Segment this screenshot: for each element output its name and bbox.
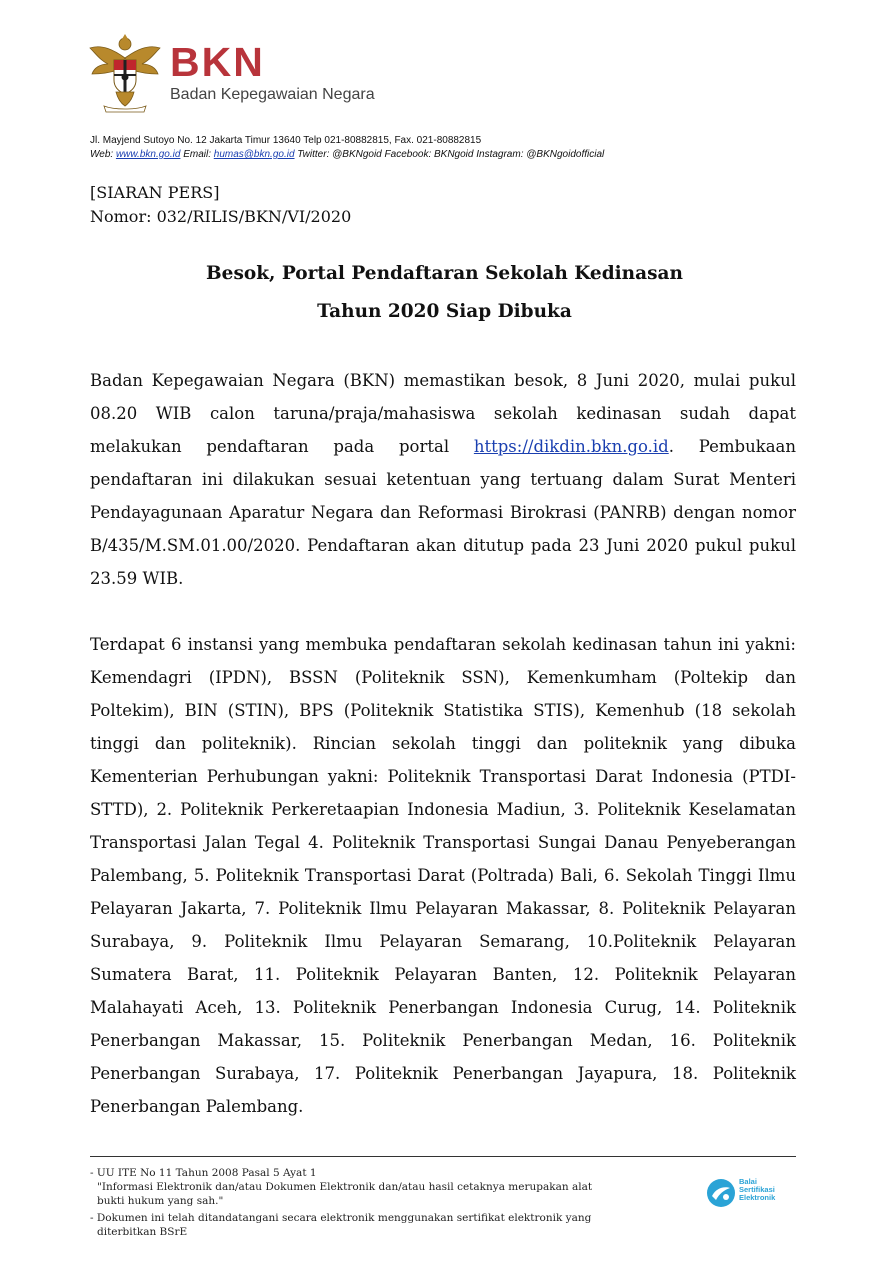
bsre-logo-icon [706,1178,736,1208]
footer-divider [90,1156,796,1157]
headline-line-2: Tahun 2020 Siap Dibuka [317,301,572,322]
registration-portal-link[interactable]: https://dikdin.bkn.go.id [473,437,669,456]
email-link[interactable]: humas@bkn.go.id [213,149,295,160]
footer-law-reference: - UU ITE No 11 Tahun 2008 Pasal 5 Ayat 1 [90,1167,317,1179]
headline-line-1: Besok, Portal Pendaftaran Sekolah Kedinasan [206,263,683,284]
bsre-label-line-3: Elektronik [739,1193,776,1202]
footer-signature-note: - Dokumen ini telah ditandatangani secara elektronik menggunakan sertifikat elektronik yang [90,1212,592,1224]
paragraph-1-text-start: Badan Kepegawaian Negara (BKN) memastikan besok, 8 Juni 2020, mulai pukul 08.20 WIB calon taruna/praja/mahasiswa sekolah kedinasan sudah dapat melakukan pendaftaran pada portal [90,371,796,456]
brand-name: BKN [170,39,265,85]
contact-line [90,148,604,162]
paragraph-1 [90,364,796,595]
email-label: Email: [180,149,214,160]
bsre-label-line-2: Sertifikasi [739,1185,775,1194]
bsre-label [739,1178,799,1202]
release-type: [SIARAN PERS] [90,183,220,202]
social-handles: Twitter: @BKNgoid Facebook: BKNgoid Instagram: @BKNgoidofficial [294,149,605,160]
footer-issuer: diterbitkan BSrE [97,1226,188,1238]
paragraph-1-text-end: . Pembukaan pendaftaran ini dilakukan sesuai ketentuan yang tertuang dalam Surat Menteri Pendayagunaan Aparatur Negara dan Reformasi Birokrasi (PANRB) dengan nomor B/435/M.SM.01.00/2020. Pendaftaran akan ditutup pada 23 Juni 2020 pukul pukul 23.59 WIB. [90,437,796,588]
web-label: Web: [90,149,116,160]
bsre-label-line-1: Balai [739,1177,757,1186]
organization-name: Badan Kepegawaian Negara [170,86,375,103]
footer-quote-line-1: "Informasi Elektronik dan/atau Dokumen Elektronik dan/atau hasil cetaknya merupakan alat [97,1181,593,1193]
website-link[interactable]: www.bkn.go.id [115,149,181,160]
footer-quote-line-2: bukti hukum yang sah." [97,1195,224,1207]
garuda-emblem-icon [86,30,164,114]
address-line: Jl. Mayjend Sutoyo No. 12 Jakarta Timur 13640 Telp 021-80882815, Fax. 021-80882815 [90,135,482,146]
paragraph-2: Terdapat 6 instansi yang membuka pendaftaran sekolah kedinasan tahun ini yakni: Kemendagri (IPDN), BSSN (Politeknik SSN), Kemenkumham (Poltekip dan Poltekim), BIN (STIN), BPS (Politeknik Statistika STIS), Kemenhub (18 sekolah tinggi dan politeknik). Rincian sekolah tinggi dan politeknik yang dibuka Kementerian Perhubungan yakni: Politeknik Transportasi Darat Indonesia (PTDI-STTD), 2. Politeknik Perkeretaapian Indonesia Madiun, 3. Politeknik Keselamatan Transportasi Jalan Tegal 4. Politeknik Transportasi Sungai Danau Penyeberangan Palembang, 5. Politeknik Transportasi Darat (Poltrada) Bali, 6. Sekolah Tinggi Ilmu Pelayaran Jakarta, 7. Politeknik Ilmu Pelayaran Makassar, 8. Politeknik Pelayaran Surabaya, 9. Politeknik Ilmu Pelayaran Semarang, 10.Politeknik Pelayaran Sumatera Barat, 11. Politeknik Pelayaran Banten, 12. Politeknik Pelayaran Malahayati Aceh, 13. Politeknik Penerbangan Indonesia Curug, 14. Politeknik Penerbangan Makassar, 15. Politeknik Penerbangan Medan, 16. Politeknik Penerbangan Surabaya, 17. Politeknik Penerbangan Jayapura, 18. Politeknik Penerbangan Palembang. [90,635,796,1116]
release-number: Nomor: 032/RILIS/BKN/VI/2020 [90,207,352,226]
